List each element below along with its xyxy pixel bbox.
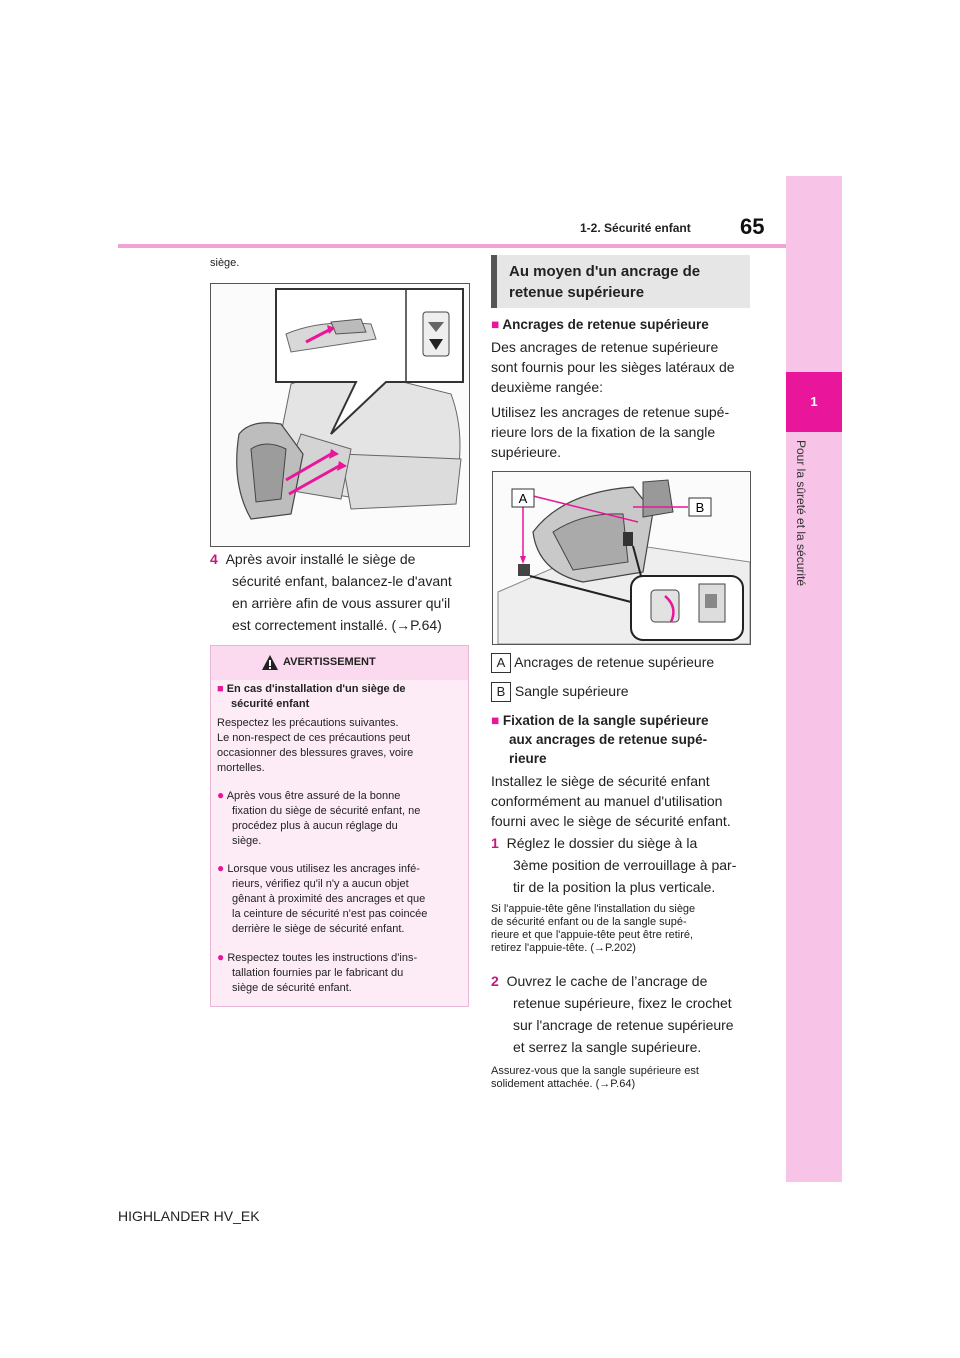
square-bullet-icon: ■ <box>491 317 500 332</box>
step-line: Réglez le dossier du siège à la <box>506 835 698 851</box>
legend-key-b: B <box>491 682 511 702</box>
step-line: et serrez la sangle supérieure. <box>513 1039 702 1055</box>
subheading-line: rieure <box>509 751 547 766</box>
dot-bullet-icon: ● <box>217 861 225 875</box>
note-line: retirez l'appuie-tête. (→P.202) <box>491 942 636 954</box>
warning-heading <box>217 682 462 712</box>
square-bullet-icon: ■ <box>217 683 224 695</box>
step-number: 2 <box>491 973 499 989</box>
step-line: sécurité enfant, balancez-le d'avant <box>232 573 452 589</box>
dot-bullet-icon: ● <box>217 788 225 802</box>
legend-key-a: A <box>491 653 511 673</box>
subheading-fixation <box>491 711 761 768</box>
bullet-line: fixation du siège de sécurité enfant, ne <box>232 805 421 817</box>
footer-model: HIGHLANDER HV_EK <box>118 1208 260 1224</box>
note-2 <box>491 1065 761 1091</box>
child-seat-illustration <box>211 284 469 546</box>
tether-illustration <box>493 472 750 644</box>
paragraph-line: rieure lors de la fixation de la sangle <box>491 424 716 440</box>
step-2 <box>491 970 761 1058</box>
step-line: Ouvrez le cache de l’ancrage de <box>506 973 708 989</box>
step-1 <box>491 832 761 898</box>
section-heading-text <box>509 261 700 303</box>
bullet-line: procédez plus à aucun réglage du <box>232 820 398 832</box>
chapter-label: Pour la sûreté et la sécurité <box>794 440 808 587</box>
bullet-line: Lorsque vous utilisez les ancrages infé- <box>227 863 420 875</box>
dot-bullet-icon: ● <box>217 950 225 964</box>
warning-intro-line: Respectez les précautions suivantes. <box>217 717 399 729</box>
warning-header <box>211 646 468 680</box>
section-title: 1-2. Sécurité enfant <box>580 221 691 235</box>
step-line: en arrière afin de vous assurer qu'il <box>232 595 451 611</box>
warning-icon <box>261 654 279 671</box>
chapter-tab[interactable] <box>786 372 842 432</box>
page-number: 65 <box>740 214 765 239</box>
figure-top-tether <box>492 471 751 645</box>
figure-label-b: B <box>695 500 705 515</box>
note-line: solidement attachée. (→P.64) <box>491 1078 636 1090</box>
bullet-line: tallation fournies par le fabricant du <box>232 967 404 979</box>
side-strip <box>786 176 842 1182</box>
note-1 <box>491 903 761 955</box>
warning-intro <box>217 716 462 776</box>
section-heading <box>491 255 750 308</box>
paragraph-line: fourni avec le siège de sécurité enfant. <box>491 813 731 829</box>
warning-title: AVERTISSEMENT <box>283 656 376 668</box>
paragraph-line: Utilisez les ancrages de retenue supé- <box>491 404 730 420</box>
bullet-line: derrière le siège de sécurité enfant. <box>232 923 405 935</box>
subheading-line: aux ancrages de retenue supé- <box>509 732 708 747</box>
step-line: est correctement installé. (→P.64) <box>232 617 442 633</box>
note-line: Si l'appuie-tête gêne l'installation du siège <box>491 903 696 915</box>
warning-heading-line: sécurité enfant <box>231 698 310 710</box>
heading-line: retenue supérieure <box>509 284 645 301</box>
paragraph-line: conformément au manuel d'utilisation <box>491 793 723 809</box>
note-line: de sécurité enfant ou de la sangle supé- <box>491 916 687 928</box>
warning-heading-line: En cas d'installation d'un siège de <box>226 683 406 695</box>
step-number: 4 <box>210 551 218 567</box>
heading-line: Au moyen d'un ancrage de <box>509 263 701 280</box>
legend-a <box>491 652 714 673</box>
bullet-line: gênant à proximité des ancrages et que <box>232 893 426 905</box>
step-line: sur l'ancrage de retenue supérieure <box>513 1017 734 1033</box>
bullet-line: siège. <box>232 835 262 847</box>
paragraph-3 <box>491 771 761 831</box>
warning-box <box>210 645 469 1007</box>
step-4 <box>210 548 470 636</box>
bullet-line: siège de sécurité enfant. <box>232 982 352 994</box>
subheading-anchors <box>491 315 709 334</box>
paragraph-line: Installez le siège de sécurité enfant <box>491 773 710 789</box>
header-rule <box>118 244 786 248</box>
legend-text: Sangle supérieure <box>514 683 629 699</box>
warning-bullet-1 <box>217 788 462 849</box>
paragraph-line: Des ancrages de retenue supérieure <box>491 339 719 355</box>
paragraph-line: supérieure. <box>491 444 562 460</box>
legend-text: Ancrages de retenue supérieure <box>514 654 715 670</box>
warning-bullet-3 <box>217 950 462 996</box>
paragraph-line: sont fournis pour les sièges latéraux de <box>491 359 735 375</box>
warning-bullet-2 <box>217 861 462 937</box>
intro-text: siège. <box>210 257 240 269</box>
step-number: 1 <box>491 835 499 851</box>
square-bullet-icon: ■ <box>491 713 500 728</box>
paragraph-1 <box>491 337 761 397</box>
step-line: Après avoir installé le siège de <box>225 551 416 567</box>
step-line: tir de la position la plus verticale. <box>513 879 716 895</box>
paragraph-2 <box>491 402 761 462</box>
warning-intro-line: occasionner des blessures graves, voire <box>217 747 414 759</box>
legend-b <box>491 681 629 702</box>
bullet-line: Après vous être assuré de la bonne <box>226 790 401 802</box>
bullet-line: Respectez toutes les instructions d'ins- <box>227 952 418 964</box>
step-line: retenue supérieure, fixez le crochet <box>513 995 732 1011</box>
figure-child-seat-install <box>210 283 470 547</box>
warning-intro-line: Le non-respect de ces précautions peut <box>217 732 411 744</box>
bullet-line: rieurs, vérifiez qu'il n'y a aucun objet <box>232 878 409 890</box>
note-line: rieure et que l'appuie-tête peut être retiré, <box>491 929 694 941</box>
figure-label-a: A <box>518 491 528 506</box>
paragraph-line: deuxième rangée: <box>491 379 604 395</box>
note-line: Assurez-vous que la sangle supérieure est <box>491 1065 699 1077</box>
chapter-number: 1 <box>810 394 818 409</box>
step-line: 3ème position de verrouillage à par- <box>513 857 737 873</box>
subheading-text: Ancrages de retenue supérieure <box>502 317 709 332</box>
warning-intro-line: mortelles. <box>217 762 265 774</box>
bullet-line: la ceinture de sécurité n'est pas coincée <box>232 908 428 920</box>
subheading-line: Fixation de la sangle supérieure <box>502 713 709 728</box>
